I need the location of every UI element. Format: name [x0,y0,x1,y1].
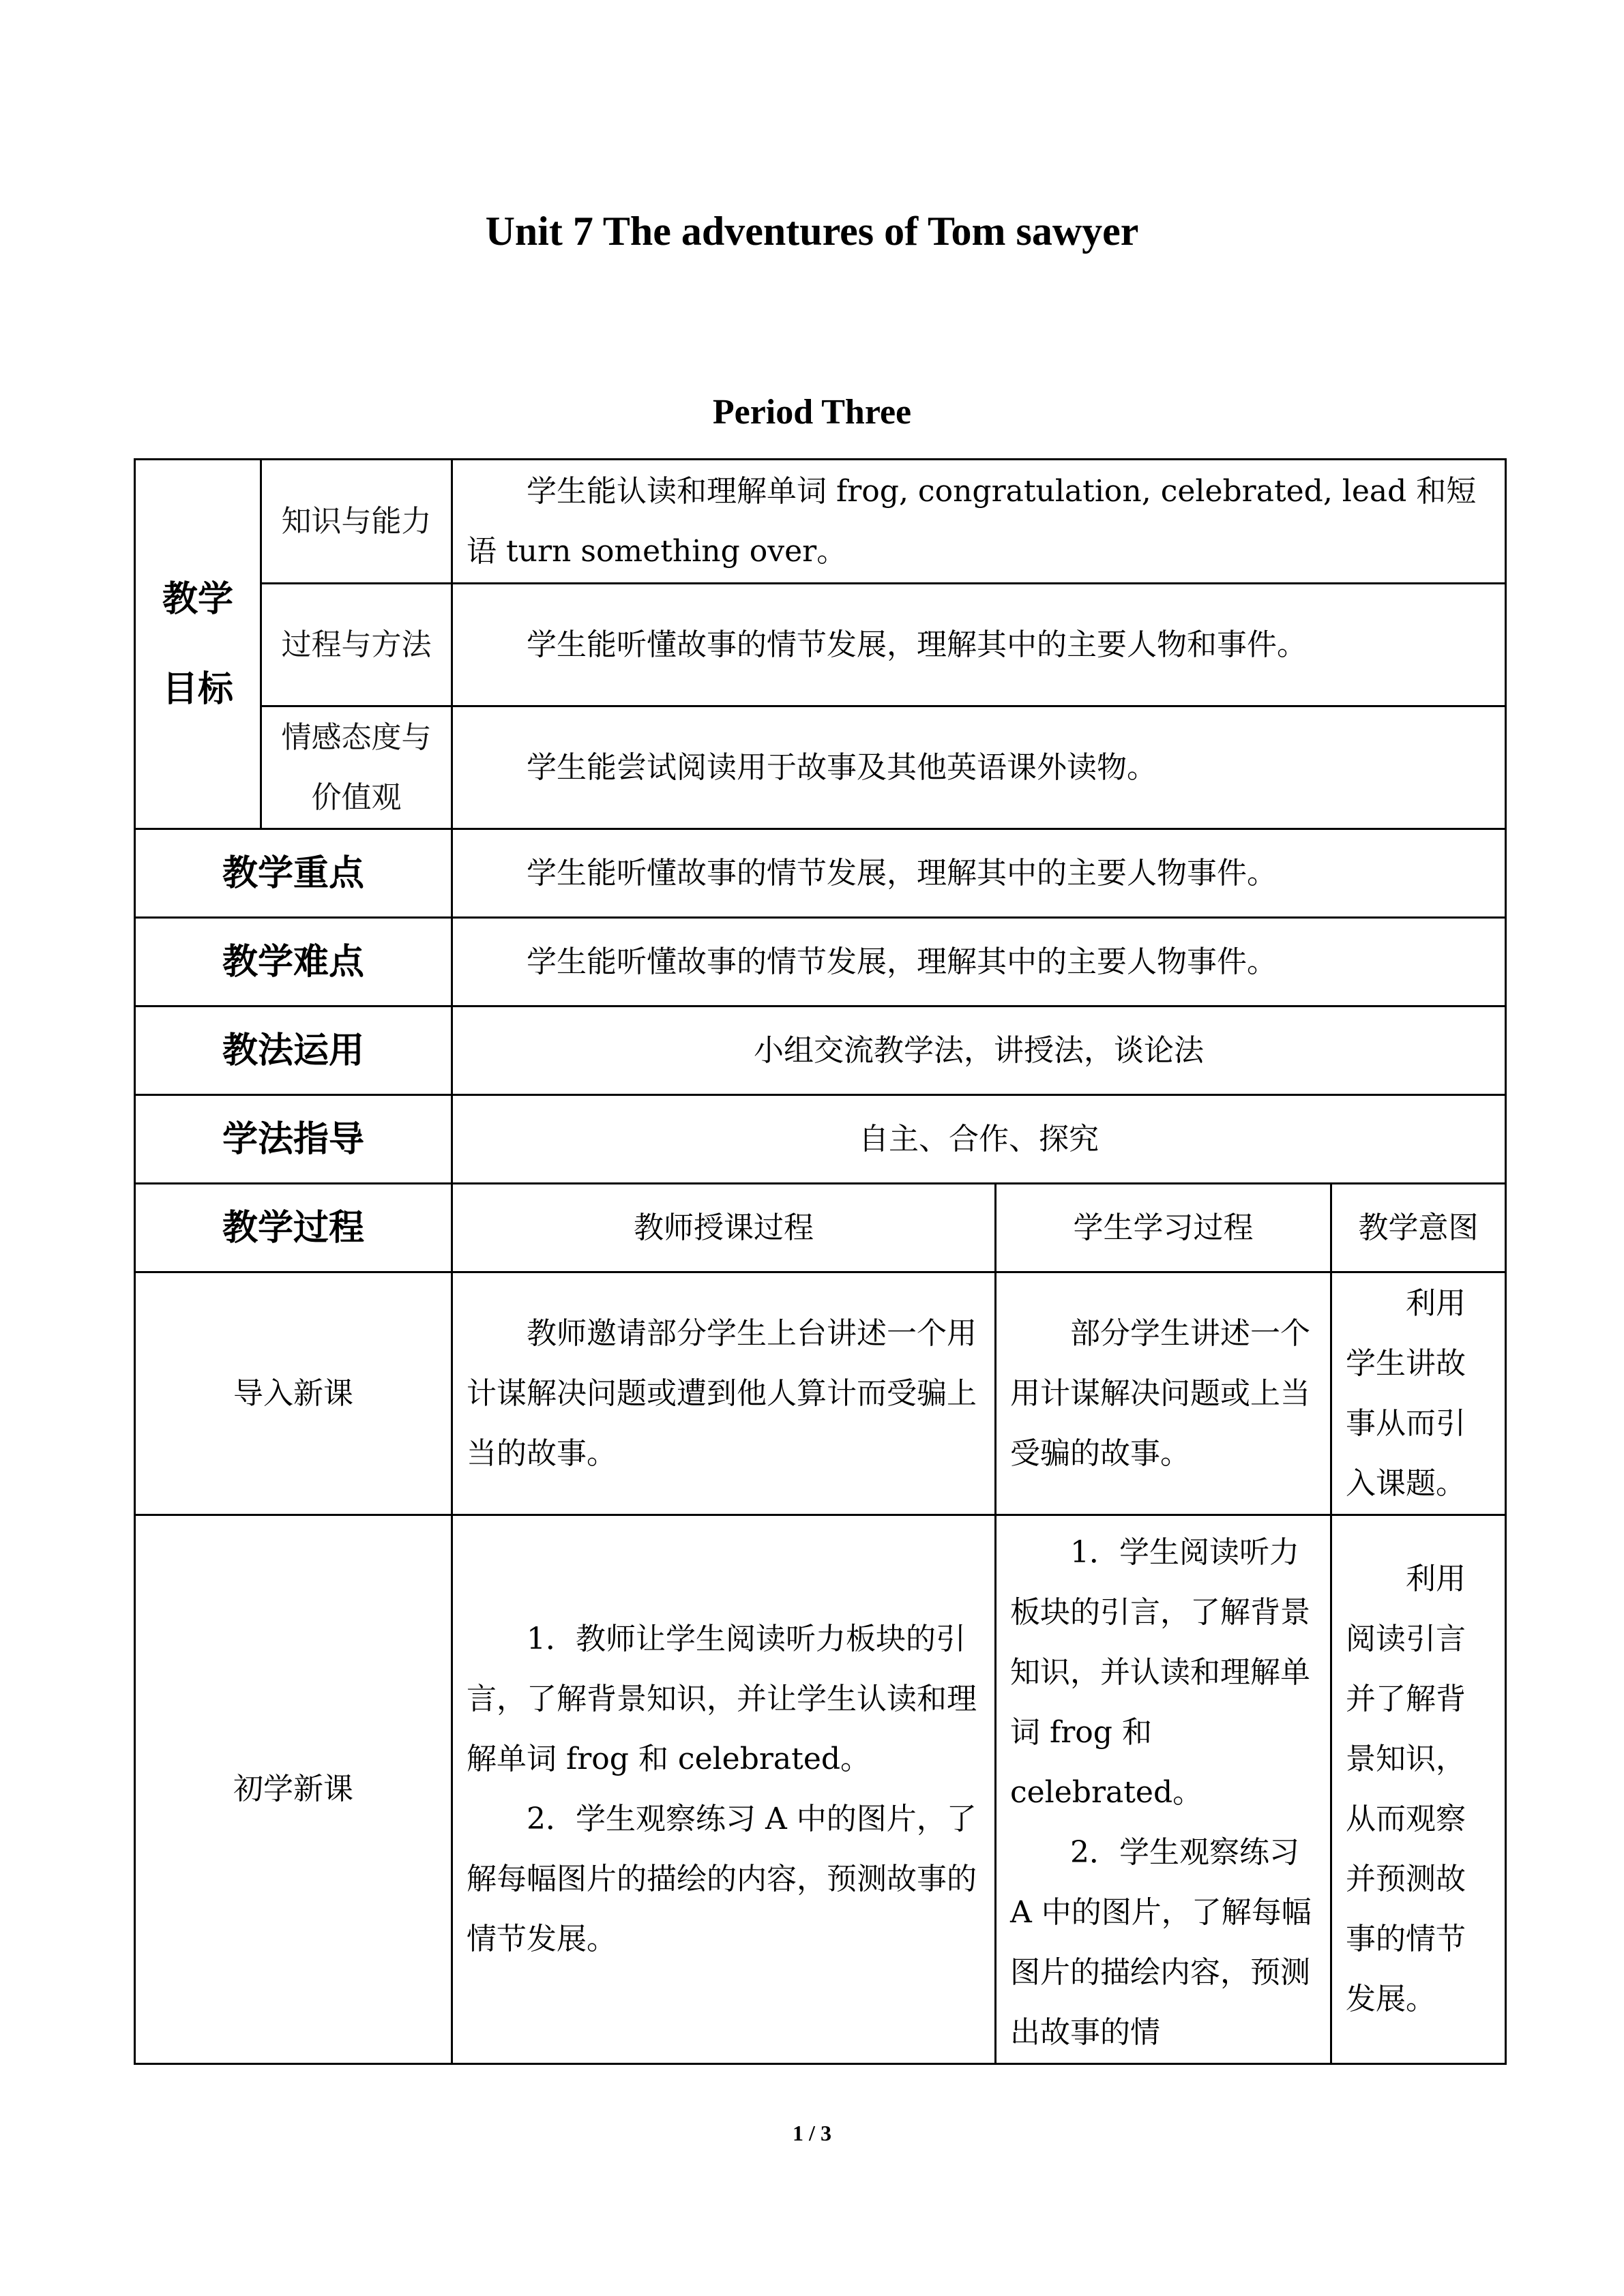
difficulty-row [135,918,1506,1007]
stage-name: 导入新课 [135,1272,452,1515]
objective-row-process [135,584,1506,706]
objective-row-knowledge [135,460,1506,584]
objective-content: 学生能尝试阅读用于故事及其他英语课外读物。 [452,706,1506,829]
teacher-process [452,1272,996,1515]
process-label: 教学过程 [135,1184,452,1272]
teacher-step: 2．学生观察练习 A 中的图片，了解每幅图片的描绘的内容，预测故事的情节发展。 [467,1802,977,1956]
objective-label: 过程与方法 [261,584,452,706]
stage-row-intro [135,1272,1506,1515]
column-header-intent: 教学意图 [1331,1184,1506,1272]
key-point-row [135,829,1506,918]
student-step: 部分学生讲述一个用计谋解决问题或上当受骗的故事。 [1010,1315,1310,1471]
objective-label: 情感态度与价值观 [261,706,452,829]
student-process [996,1272,1331,1515]
key-point-label: 教学重点 [135,829,452,918]
objective-row-attitude [135,706,1506,829]
difficulty-content: 学生能听懂故事的情节发展，理解其中的主要人物事件。 [452,918,1506,1007]
teaching-intent: 利用阅读引言并了解背景知识，从而观察并预测故事的情节发展。 [1331,1515,1506,2064]
objective-content: 学生能认读和理解单词 frog, congratulation, celebrated, lead 和短语 turn something over。 [452,460,1506,584]
teacher-process [452,1515,996,2064]
method-label: 教法运用 [135,1007,452,1095]
stage-name: 初学新课 [135,1515,452,2064]
objective-content: 学生能听懂故事的情节发展，理解其中的主要人物和事件。 [452,584,1506,706]
method-row [135,1007,1506,1095]
student-process [996,1515,1331,2064]
teacher-step: 教师邀请部分学生上台讲述一个用计谋解决问题或遭到他人算计而受骗上当的故事。 [467,1315,977,1471]
column-header-teacher: 教师授课过程 [452,1184,996,1272]
teacher-step: 1．教师让学生阅读听力板块的引言，了解背景知识，并让学生认读和理解单词 frog 和 celebrated。 [467,1622,977,1776]
column-header-student: 学生学习过程 [996,1184,1331,1272]
learning-guide-row [135,1095,1506,1184]
learning-guide-label: 学法指导 [135,1095,452,1184]
document-title: Unit 7 The adventures of Tom sawyer [485,209,1139,254]
key-point-content: 学生能听懂故事的情节发展，理解其中的主要人物事件。 [452,829,1506,918]
learning-guide-content: 自主、合作、探究 [452,1095,1506,1184]
objectives-heading: 教学目标 [135,460,261,829]
page-number: 1 / 3 [793,2121,831,2145]
lesson-plan-table [134,458,1507,2065]
student-step: 2．学生观察练习 A 中的图片，了解每幅图片的描绘内容，预测出故事的情 [1010,1835,1312,2050]
teaching-intent: 利用学生讲故事从而引入课题。 [1331,1272,1506,1515]
student-step: 1．学生阅读听力板块的引言，了解背景知识，并认读和理解单词 frog 和 celebrated。 [1010,1535,1310,1810]
method-content: 小组交流教学法，讲授法，谈论法 [452,1007,1506,1095]
stage-row-new-lesson [135,1515,1506,2064]
objective-label: 知识与能力 [261,460,452,584]
difficulty-label: 教学难点 [135,918,452,1007]
process-header-row [135,1184,1506,1272]
period-title: Period Three [712,393,912,432]
